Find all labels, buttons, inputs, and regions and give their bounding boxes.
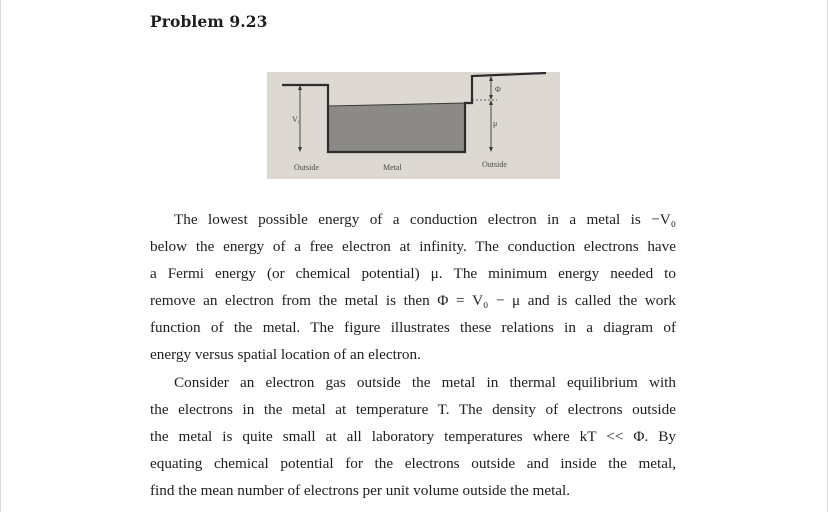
paragraph-line: below the energy of a free electron at infinity. The conduction electrons have <box>150 238 676 256</box>
metal-label: Metal <box>383 163 402 172</box>
paragraph-1 <box>150 206 676 369</box>
paragraph-line: the electrons in the metal at temperature T. The density of electrons outside <box>150 400 676 418</box>
page-title: Problem 9.23 <box>150 12 268 31</box>
energy-diagram-figure <box>267 72 560 179</box>
paragraph-line: a Fermi energy (or chemical potential) μ. The minimum energy needed to <box>150 265 676 283</box>
outside-right-label: Outside <box>482 160 507 169</box>
paragraph-line: The lowest possible energy of a conduction electron in a metal is −V₀ <box>174 211 676 228</box>
paragraph-line: remove an electron from the metal is then Φ = V₀ − μ and is called the work <box>150 292 676 310</box>
page-edge-left <box>0 0 1 512</box>
paragraph-line: find the mean number of electrons per unit volume outside the metal. <box>150 481 571 499</box>
paragraph-line: Consider an electron gas outside the metal in thermal equilibrium with <box>174 373 676 391</box>
paragraph-line: equating chemical potential for the electrons outside and inside the metal, <box>150 454 676 472</box>
mu-label: μ <box>493 119 498 128</box>
phi-label: Φ <box>495 85 501 94</box>
paragraph-line: function of the metal. The figure illustrates these relations in a diagram of <box>150 319 676 337</box>
outside-left-label: Outside <box>294 163 319 172</box>
energy-diagram-svg <box>267 72 560 179</box>
electron-fill-region <box>328 103 465 152</box>
paragraph-line: energy versus spatial location of an electron. <box>150 346 421 364</box>
v0-label: V₀ <box>292 115 301 124</box>
problem-body <box>150 206 676 504</box>
paragraph-line: the metal is quite small at all laboratory temperatures where kT << Φ. By <box>150 427 676 445</box>
paragraph-2 <box>150 369 676 504</box>
